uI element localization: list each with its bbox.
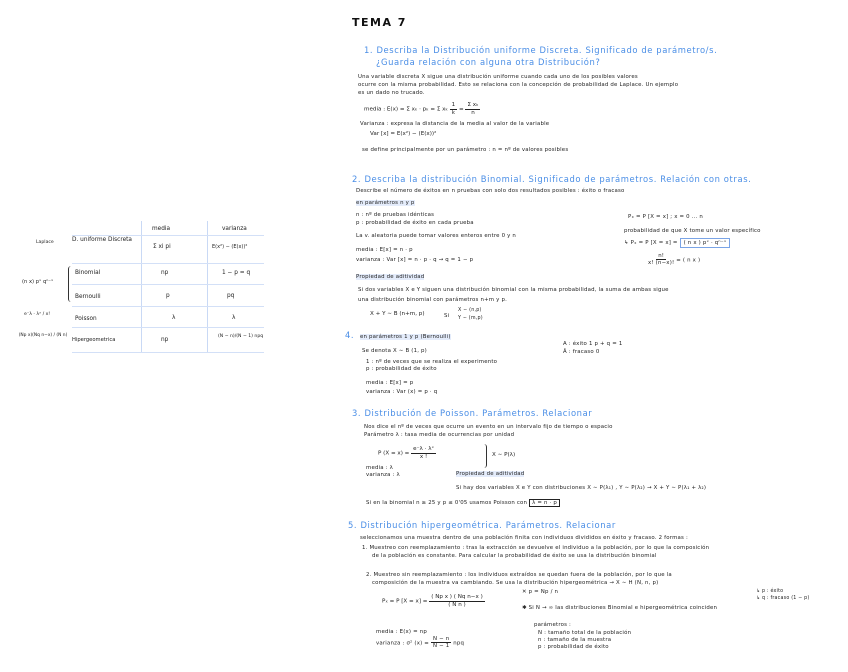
row-note-binomial-formula: (n x) pˣ qⁿ⁻ˣ (22, 279, 54, 285)
row-name: Bernoulli (75, 294, 101, 300)
row-varianza: E(x²) − (E(x))² (212, 244, 248, 250)
paragraph-line: Nos dice el nº de veces que ocurre un evento en un intervalo fijo de tiempo o espacio (364, 424, 613, 430)
row-varianza: 1 − p = q (222, 270, 251, 276)
sum-cond-y: Y ∼ (m,p) (458, 316, 483, 321)
aditividad-text: Si hay dos variables X e Y con distribuciones X ∼ P(λ₁) , Y ∼ P(λ₂) → X + Y ∼ P(λ₁ + λ₂) (456, 485, 707, 491)
section-heading: 1. Describa la Distribución uniforme Discreta. Significado de parámetro/s. (364, 45, 718, 55)
param-n: n : tamaño de la muestra (538, 637, 612, 643)
limit-note: ✱ Si N → ∞ las distribuciones Binomial e hipergeométrica coinciden (522, 605, 718, 611)
paragraph-line: Una variable discreta X sigue una distribución uniforme cuando cada uno de los posibles valores (358, 74, 638, 80)
media-formula: media : λ (366, 465, 394, 471)
row-media: np (161, 270, 169, 276)
p-note: ✕ p = Np / n (522, 589, 559, 595)
binomial-formula: ↳ Pₓ = P [X = x] = ( n x ) pˣ · qⁿ⁻ˣ (624, 240, 730, 246)
paragraph-line: una distribución binomial con parámetros n+m y p. (358, 297, 508, 303)
parameter-text: se define principalmente por un parámetro : n = nº de valores posibles (362, 147, 569, 153)
param-N: N : tamaño total de la población (538, 630, 632, 636)
table-divider (207, 221, 208, 353)
section-heading: en parámetros 1 y p (Bernoulli) (360, 334, 451, 340)
paragraph-line: es un dado no trucado. (358, 90, 425, 96)
paragraph-line: 1. Muestreo con reemplazamiento : tras la extracción se devuelve el individuo a la población, por lo que la composición (362, 545, 710, 551)
paragraph-line: seleccionamos una muestra dentro de una población finita con individuos divididos en éxito y fracaso. 2 formas : (360, 535, 688, 541)
paragraph-line: 2. Muestreo sin reemplazamiento : los individuos extraídos se quedan fuera de la población, por lo que la (366, 572, 672, 578)
varianza-formula: varianza : Var [x] = n · p · q → q = 1 − p (356, 257, 474, 263)
row-note-laplace: Laplace (36, 240, 54, 245)
varianza-formula: varianza : σ² (x) = $\frac{N - n}{N - 1}$ npq (376, 636, 465, 650)
row-note-poisson-formula: e⁻λ · λˣ / x! (24, 312, 51, 317)
table-divider (72, 352, 264, 353)
paragraph-line: Si dos variables X e Y siguen una distribución binomial con la misma probabilidad, la suma de ambas sigue (358, 287, 669, 293)
media-formula: media : E[x] = p (366, 380, 414, 386)
sum-si: Si (444, 313, 450, 319)
row-media: p (166, 293, 170, 299)
exito-line: A : éxito 1 p + q = 1 (563, 341, 623, 347)
binomial-relation: Si en la binomial n ≥ 25 y p ≤ 0'05 usamos Poisson con λ = n · p (366, 500, 560, 506)
probability-text: probabilidad de que X tome un valor específico (624, 228, 761, 234)
combination-formula: $\frac{n!}{x! (n-x)!}$ = ( n x ) (648, 253, 701, 267)
table-header-varianza: varianza (222, 226, 247, 232)
row-name: Binomial (75, 270, 101, 276)
varianza-formula: Var [x] = E(x²) − (E(x))² (370, 131, 437, 137)
varianza-formula: varianza : Var (x) = p · q (366, 389, 438, 395)
row-note-hyper-formula: (Np x)(Nq n−x) / (N n) (18, 333, 68, 338)
row-varianza: (N − n)/(N − 1) npq (218, 334, 264, 339)
sum-formula: X + Y ∼ B (n+m, p) (370, 311, 425, 317)
paragraph-line: ocurre con la misma probabilidad. Esto se relaciona con la concepción de probabilidad de Laplace. Un ejemplo (358, 82, 679, 88)
varianza-formula: varianza : λ (366, 472, 400, 478)
param-p: p : probabilidad de éxito en cada prueba (356, 220, 474, 226)
param-1: 1 : nº de veces que se realiza el experimento (366, 359, 498, 365)
poisson-formula: P (X = x) = $\frac{\text{e⁻λ · λˣ}}{x !}$ (378, 446, 434, 460)
fracaso-line: Ā : fracaso 0 (563, 349, 600, 355)
table-divider (72, 263, 264, 264)
aditividad-title: Propiedad de aditividad (356, 274, 425, 280)
row-media: Σ xi pi (153, 244, 171, 250)
param-n: n : nº de pruebas idénticas (356, 212, 435, 218)
paragraph-line: Describe el número de éxitos en n pruebas con solo dos resultados posibles : éxito o fracaso (356, 188, 625, 194)
row-varianza: pq (227, 293, 235, 299)
params-line: en parámetros n y p (356, 200, 415, 206)
denota-text: Se denota X ∼ B (1, p) (362, 348, 427, 354)
paragraph-line: Parámetro λ : tasa media de ocurrencias por unidad (364, 432, 515, 438)
table-divider (72, 327, 264, 328)
page-title: TEMA 7 (352, 16, 407, 29)
boxed-formula: ( n x ) pˣ · qⁿ⁻ˣ (680, 238, 731, 248)
px-definition: Pₓ = P [X = x] ; x = 0 ... n (628, 214, 703, 220)
sum-cond-x: X ∼ (n,p) (458, 308, 482, 313)
row-name: Poisson (75, 316, 97, 322)
paragraph-line: de la población es constante. Para calcular la probabilidad de éxito se usa la distribución binomial (372, 553, 657, 559)
row-name: D. uniforme Discreta (72, 237, 132, 243)
brace-icon (68, 266, 72, 302)
param-p: p : probabilidad de éxito (538, 644, 609, 650)
varianza-text: Varianza : expresa la distancia de la media al valor de la variable (360, 121, 550, 127)
range-text: La v. aleatoria puede tomar valores enteros entre 0 y n (356, 233, 517, 239)
table-divider (72, 284, 264, 285)
row-varianza: λ (232, 315, 236, 321)
params-title: parámetros : (534, 622, 572, 628)
param-p: p : probabilidad de éxito (366, 366, 437, 372)
fracaso-note: ↳ q : fracaso (1 − p) (756, 596, 810, 601)
table-divider (141, 221, 142, 353)
hipergeometrica-formula: Pₓ = P [X = x] = $\frac{\text{( Np x ) ( Nq n−x )}}{\text{( N n )}}$ (382, 594, 483, 608)
row-media: λ (172, 315, 176, 321)
exito-note: ↳ p : éxito (756, 589, 784, 594)
section-heading-cont: ¿Guarda relación con alguna otra Distribución? (376, 57, 601, 67)
media-formula: media : E[x] = n · p (356, 247, 413, 253)
media-formula: media : E(x) = Σ xₖ · pₖ = Σ xₖ $\frac{1}{k}$ = $\frac{\text{Σ xₖ}}{n}$ (364, 102, 479, 116)
section-heading: 3. Distribución de Poisson. Parámetros. Relacionar (352, 408, 593, 418)
table-header-media: media (152, 226, 171, 232)
row-name: Hipergeometrica (72, 337, 116, 343)
row-media: np (161, 337, 169, 343)
table-divider (72, 306, 264, 307)
section-heading: 5. Distribución hipergeométrica. Parámetros. Relacionar (348, 520, 616, 530)
section-heading: 2. Describa la distribución Binomial. Significado de parámetros. Relación con otras. (352, 174, 752, 184)
poisson-notation: X ∼ P(λ) (492, 452, 516, 458)
aditividad-title: Propiedad de aditividad (456, 471, 525, 477)
section-number: 4. (345, 330, 355, 340)
boxed-formula: λ = n · p (529, 499, 560, 507)
paragraph-line: composición de la muestra va cambiando. Se usa la distribución hipergeométrica → X ∼ H (N, n, p) (372, 580, 659, 586)
media-formula: media : E(x) = np (376, 629, 428, 635)
brace-icon (483, 444, 487, 468)
